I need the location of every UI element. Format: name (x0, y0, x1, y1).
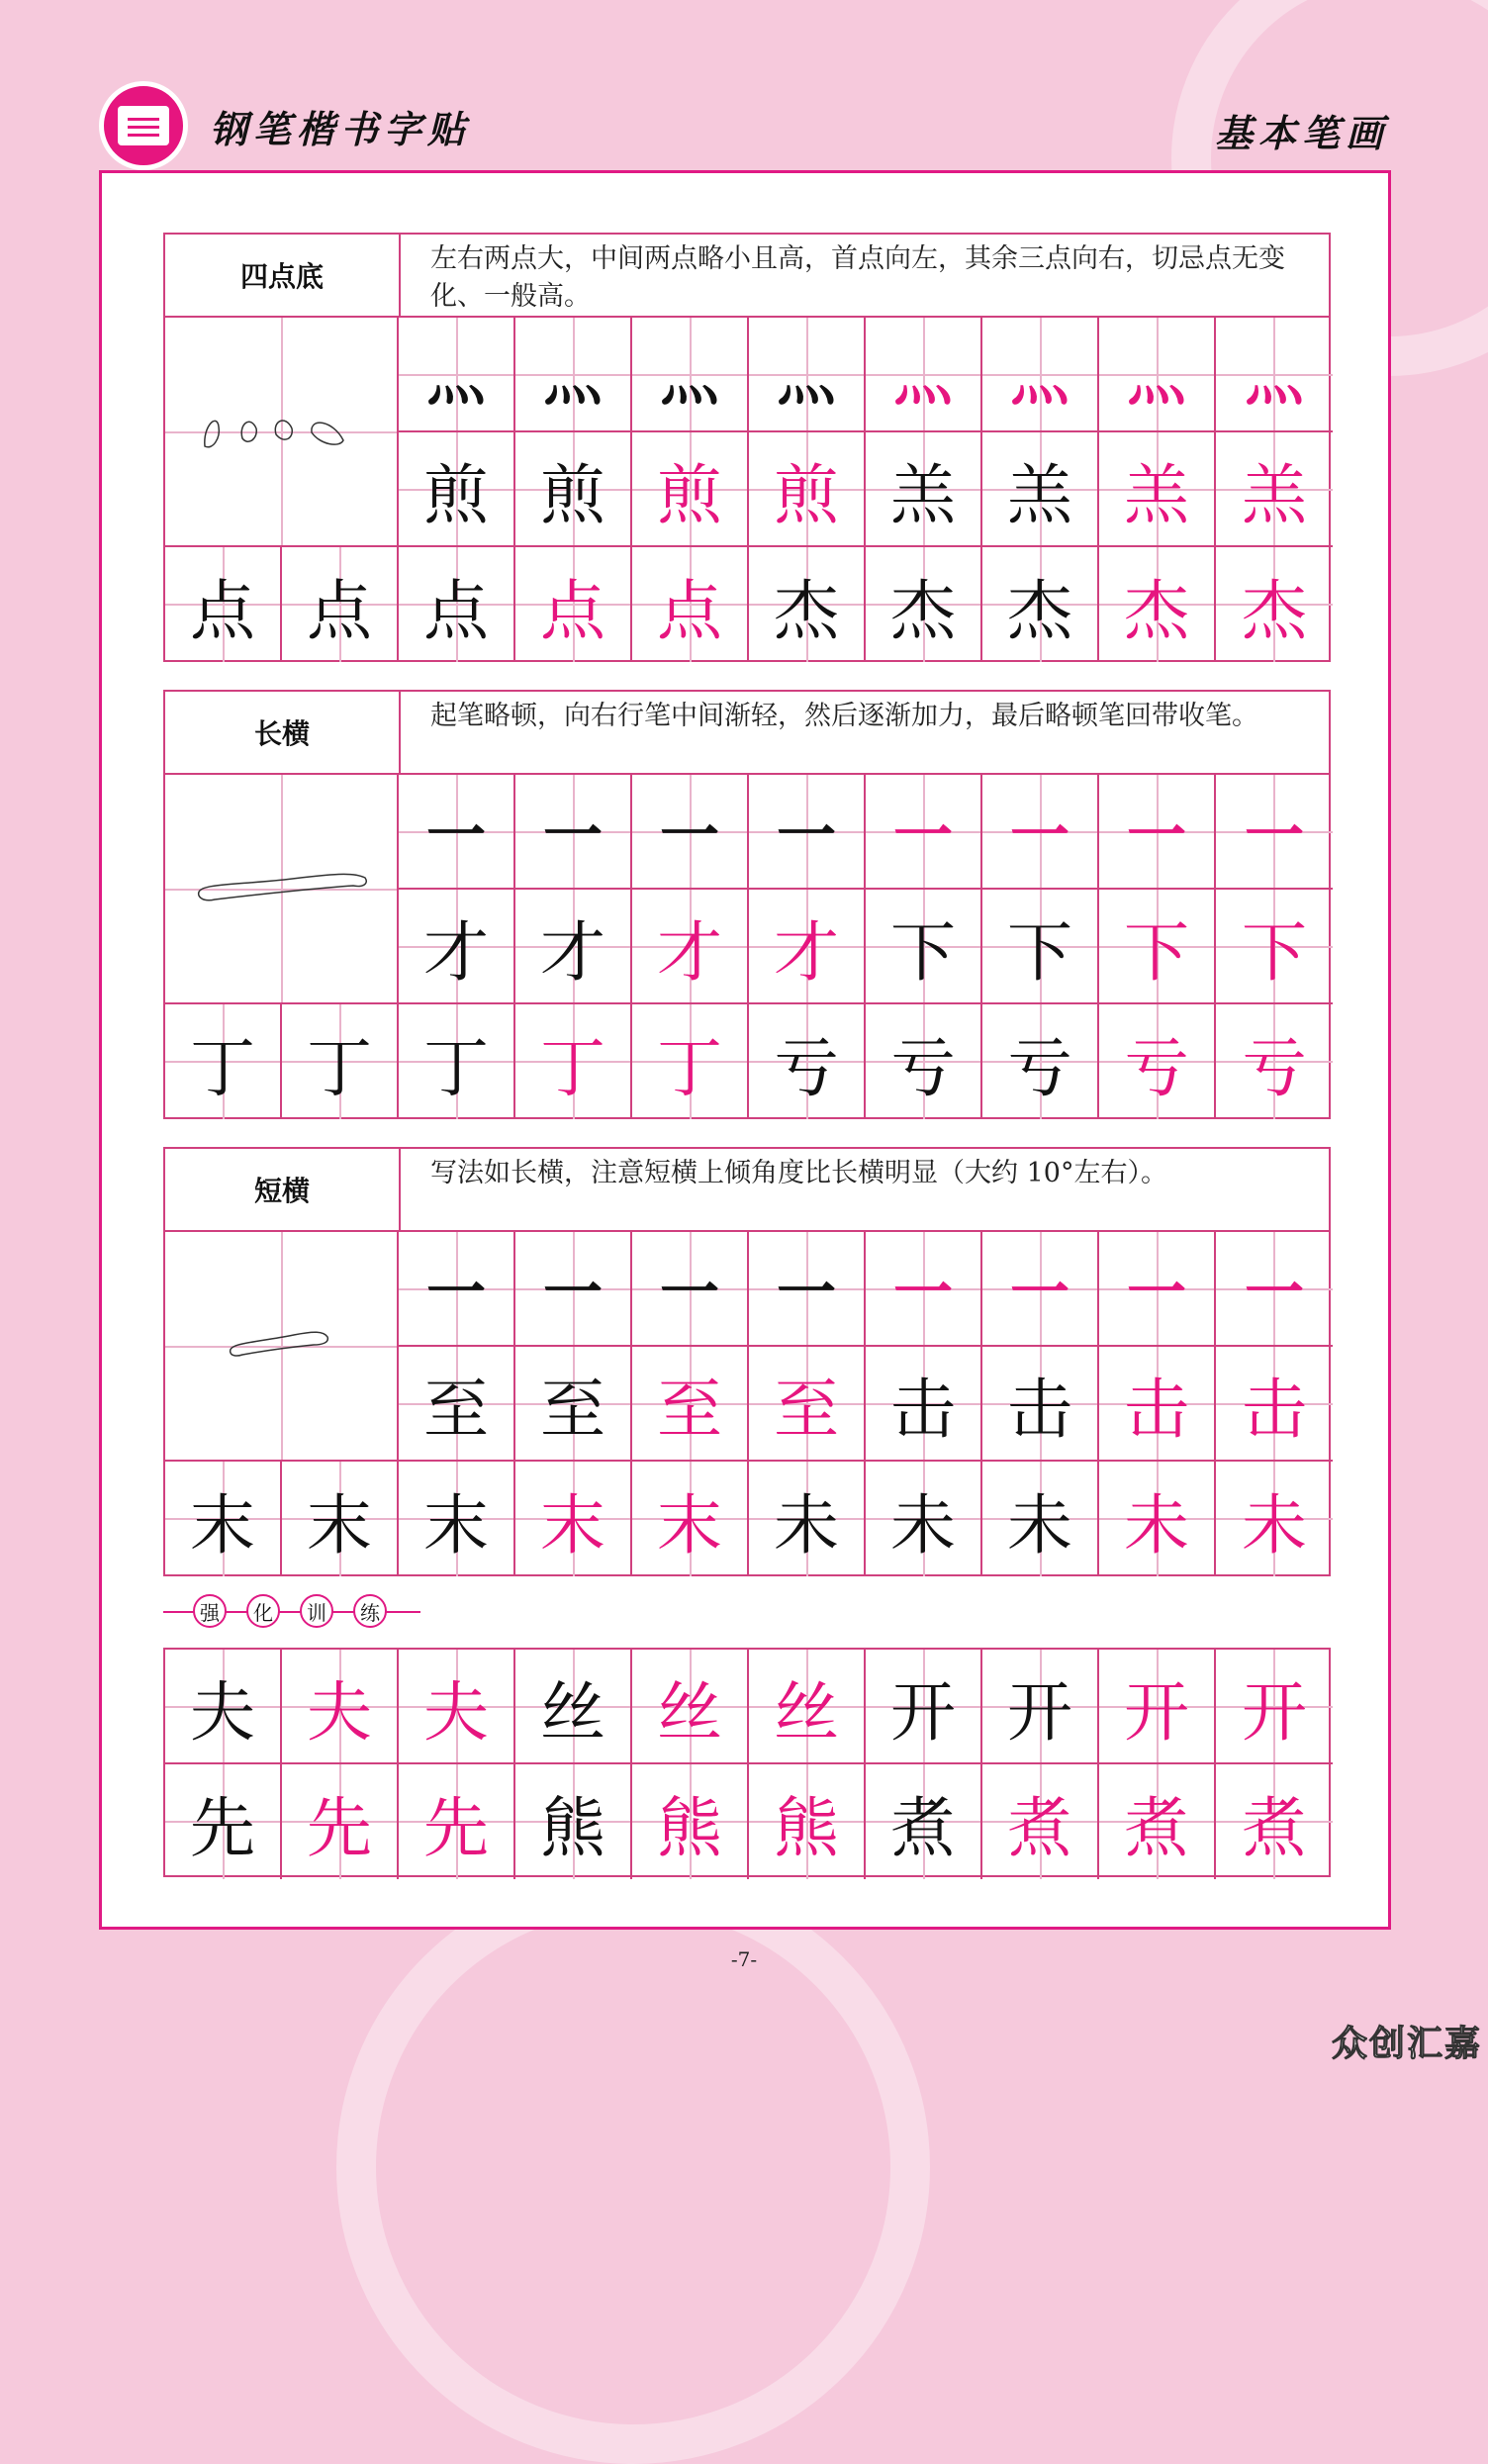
drill-cell: 夫 (165, 1650, 282, 1764)
stroke-practice-cell: 一 (1099, 1232, 1216, 1347)
char-practice-cell: 下 (1216, 890, 1333, 1004)
stroke-practice-cell: 灬 (1099, 318, 1216, 432)
char-practice-cell: 至 (632, 1347, 749, 1462)
stroke-practice-cell: 一 (866, 775, 982, 890)
char-practice-cell: 羔 (982, 432, 1099, 547)
stroke-label: 短横 (165, 1149, 401, 1230)
stroke-practice-cell: 一 (515, 775, 632, 890)
stroke-practice-cell: 一 (982, 775, 1099, 890)
drill-cell: 煮 (866, 1764, 982, 1879)
demo-stroke-cell (165, 1232, 399, 1462)
drill-cell: 先 (399, 1764, 515, 1879)
char-practice-cell: 亏 (866, 1004, 982, 1119)
char-practice-cell: 羔 (866, 432, 982, 547)
char-practice-cell: 未 (1216, 1462, 1333, 1576)
drill-cell: 丝 (632, 1650, 749, 1764)
char-practice-cell: 点 (632, 547, 749, 662)
char-practice-cell: 末 (282, 1462, 399, 1576)
char-practice-cell: 至 (399, 1347, 515, 1462)
page-frame (99, 170, 1391, 1930)
drill-title-char: 练 (353, 1594, 387, 1628)
drill-cell: 先 (282, 1764, 399, 1879)
page-number: -7- (730, 1947, 758, 1971)
char-practice-cell: 亏 (1099, 1004, 1216, 1119)
char-practice-cell: 末 (165, 1462, 282, 1576)
char-practice-cell: 杰 (749, 547, 866, 662)
drill-cell: 夫 (282, 1650, 399, 1764)
char-practice-cell: 煎 (515, 432, 632, 547)
stroke-practice-cell: 灬 (515, 318, 632, 432)
outline-stroke-icon (165, 775, 399, 1004)
drill-title-char: 训 (300, 1594, 333, 1628)
stroke-practice-cell: 灬 (982, 318, 1099, 432)
stroke-practice-cell: 一 (515, 1232, 632, 1347)
drill-cell: 开 (1099, 1650, 1216, 1764)
drill-cell: 熊 (632, 1764, 749, 1879)
stroke-section-changheng (163, 690, 1331, 1119)
char-practice-cell: 击 (1216, 1347, 1333, 1462)
stroke-practice-cell: 一 (749, 775, 866, 890)
char-practice-cell: 才 (632, 890, 749, 1004)
stroke-practice-cell: 一 (1216, 775, 1333, 890)
drill-title (163, 1590, 420, 1634)
char-practice-cell: 击 (1099, 1347, 1216, 1462)
char-practice-cell: 点 (515, 547, 632, 662)
char-practice-cell: 丁 (282, 1004, 399, 1119)
drill-cell: 丝 (749, 1650, 866, 1764)
section-title: 基本笔画 (1214, 111, 1389, 155)
char-practice-cell: 击 (866, 1347, 982, 1462)
stroke-description: 起笔略顿，向右行笔中间渐轻，然后逐渐加力，最后略顿笔回带收笔。 (430, 701, 1258, 731)
char-practice-cell: 末 (399, 1462, 515, 1576)
drill-cell: 夫 (399, 1650, 515, 1764)
char-practice-cell: 杰 (1099, 547, 1216, 662)
outline-stroke-icon (165, 318, 399, 547)
drill-cell: 丝 (515, 1650, 632, 1764)
stroke-practice-cell: 一 (632, 775, 749, 890)
stroke-practice-cell: 灬 (399, 318, 515, 432)
char-practice-cell: 丁 (399, 1004, 515, 1119)
stroke-practice-cell: 一 (866, 1232, 982, 1347)
stroke-practice-cell: 一 (632, 1232, 749, 1347)
stroke-practice-cell: 灬 (1216, 318, 1333, 432)
demo-stroke-cell (165, 775, 399, 1004)
char-practice-cell: 煎 (399, 432, 515, 547)
stroke-section-sidian (163, 233, 1331, 662)
stroke-practice-cell: 一 (399, 775, 515, 890)
book-logo-icon (99, 81, 188, 170)
char-practice-cell: 亏 (1216, 1004, 1333, 1119)
stroke-practice-cell: 灬 (866, 318, 982, 432)
char-practice-cell: 丁 (632, 1004, 749, 1119)
stroke-label: 长横 (165, 692, 401, 773)
char-practice-cell: 丁 (515, 1004, 632, 1119)
section-header (165, 1149, 1329, 1232)
demo-stroke-cell (165, 318, 399, 547)
drill-cell: 煮 (1216, 1764, 1333, 1879)
char-practice-cell: 煎 (749, 432, 866, 547)
char-practice-cell: 才 (749, 890, 866, 1004)
char-practice-cell: 至 (515, 1347, 632, 1462)
drill-cell: 开 (982, 1650, 1099, 1764)
char-practice-cell: 末 (632, 1462, 749, 1576)
char-practice-cell: 羔 (1099, 432, 1216, 547)
drill-cell: 煮 (1099, 1764, 1216, 1879)
char-practice-cell: 击 (982, 1347, 1099, 1462)
stroke-label: 四点底 (165, 235, 401, 316)
char-practice-cell: 未 (749, 1462, 866, 1576)
char-practice-cell: 杰 (866, 547, 982, 662)
char-practice-cell: 才 (399, 890, 515, 1004)
char-practice-cell: 才 (515, 890, 632, 1004)
char-practice-cell: 未 (866, 1462, 982, 1576)
section-header (165, 235, 1329, 318)
stroke-practice-cell: 一 (1099, 775, 1216, 890)
drill-cell: 煮 (982, 1764, 1099, 1879)
char-practice-cell: 下 (1099, 890, 1216, 1004)
stroke-description: 写法如长横，注意短横上倾角度比长横明显（大约 10°左右）。 (430, 1158, 1167, 1188)
stroke-practice-cell: 一 (982, 1232, 1099, 1347)
drill-cell: 熊 (515, 1764, 632, 1879)
stroke-practice-cell: 灬 (749, 318, 866, 432)
char-practice-cell: 末 (515, 1462, 632, 1576)
char-practice-cell: 下 (866, 890, 982, 1004)
drill-title-char: 化 (246, 1594, 280, 1628)
stroke-section-duanheng (163, 1147, 1331, 1576)
book-title: 钢笔楷书字贴 (210, 106, 472, 151)
char-practice-cell: 亏 (749, 1004, 866, 1119)
char-practice-cell: 未 (982, 1462, 1099, 1576)
stroke-description: 左右两点大，中间两点略小且高，首点向左，其余三点向右，切忌点无变化、一般高。 (430, 243, 1285, 312)
char-practice-cell: 至 (749, 1347, 866, 1462)
drill-cell: 开 (1216, 1650, 1333, 1764)
book-header (99, 81, 471, 170)
drill-cell: 熊 (749, 1764, 866, 1879)
drill-title-char: 强 (193, 1594, 227, 1628)
watermark: 众创汇嘉 (1331, 2024, 1482, 2064)
char-practice-cell: 点 (165, 547, 282, 662)
char-practice-cell: 亏 (982, 1004, 1099, 1119)
stroke-practice-cell: 灬 (632, 318, 749, 432)
char-practice-cell: 下 (982, 890, 1099, 1004)
char-practice-cell: 丁 (165, 1004, 282, 1119)
stroke-practice-cell: 一 (1216, 1232, 1333, 1347)
char-practice-cell: 煎 (632, 432, 749, 547)
stroke-practice-cell: 一 (749, 1232, 866, 1347)
drill-grid (163, 1648, 1331, 1877)
char-practice-cell: 杰 (982, 547, 1099, 662)
char-practice-cell: 点 (399, 547, 515, 662)
char-practice-cell: 杰 (1216, 547, 1333, 662)
section-header (165, 692, 1329, 775)
drill-cell: 开 (866, 1650, 982, 1764)
drill-cell: 先 (165, 1764, 282, 1879)
stroke-practice-cell: 一 (399, 1232, 515, 1347)
char-practice-cell: 羔 (1216, 432, 1333, 547)
char-practice-cell: 点 (282, 547, 399, 662)
char-practice-cell: 未 (1099, 1462, 1216, 1576)
outline-stroke-icon (165, 1232, 399, 1462)
